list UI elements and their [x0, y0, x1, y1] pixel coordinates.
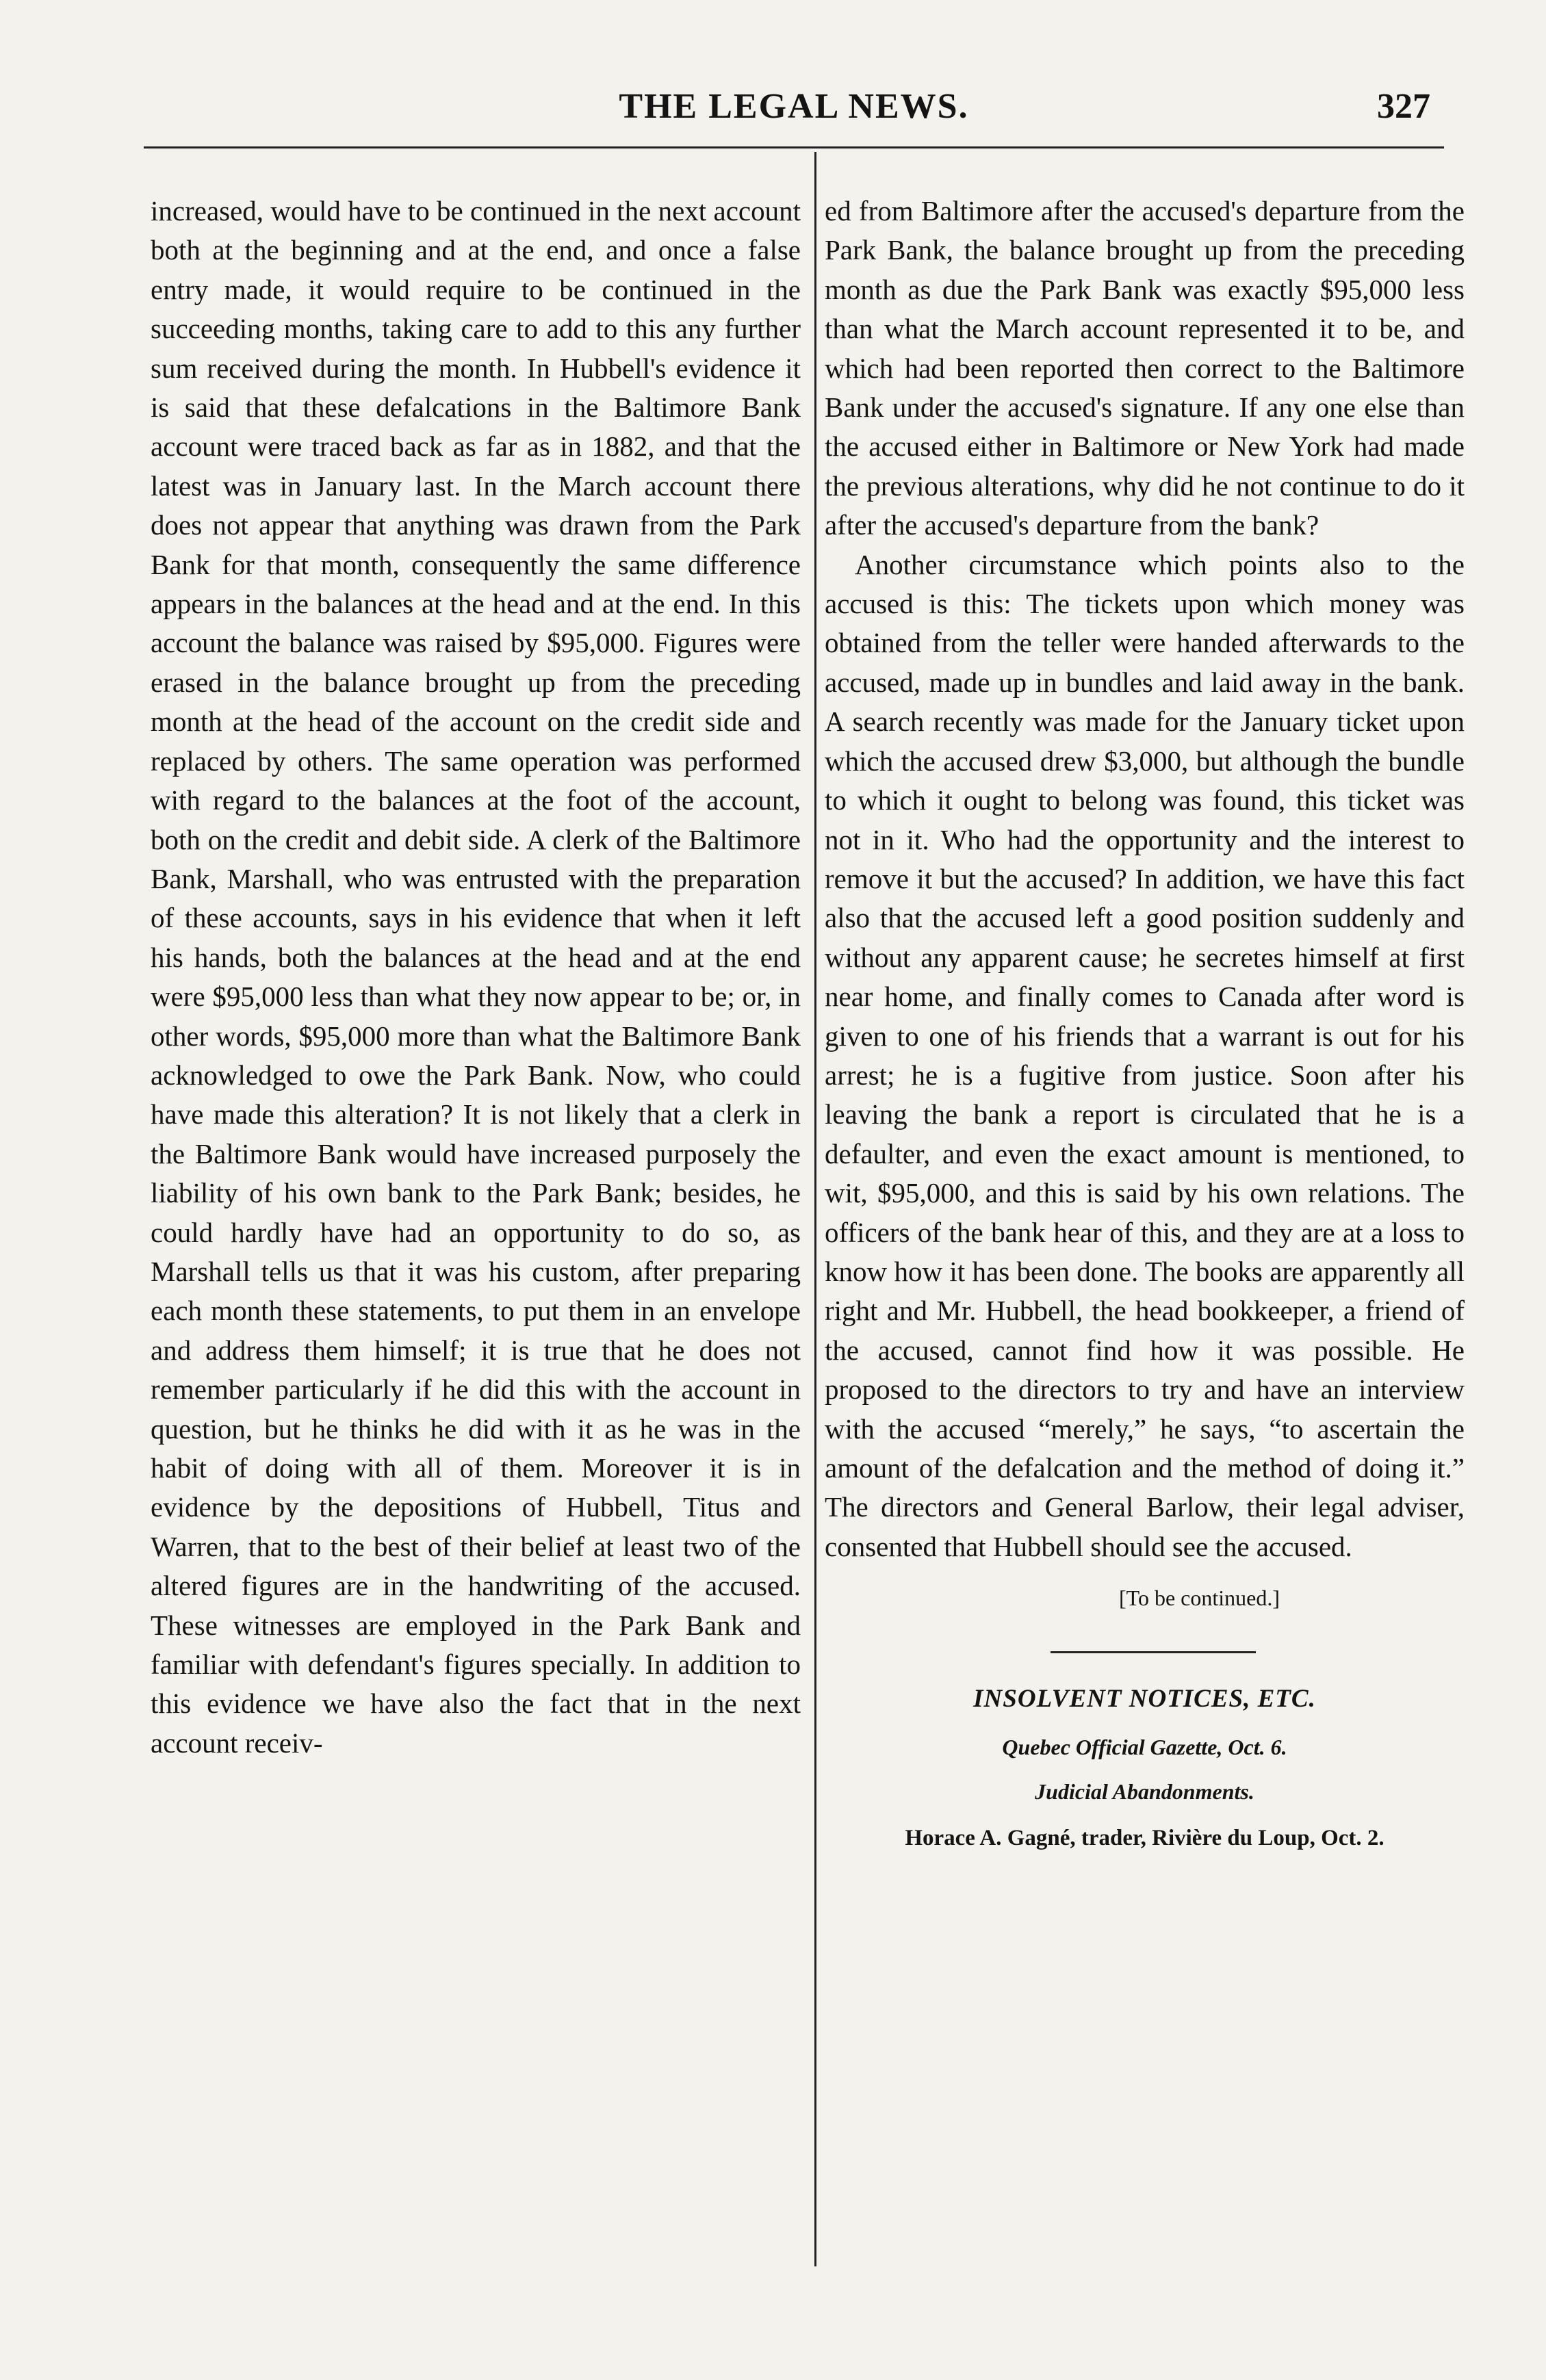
notices-subheading: Judicial Abandonments.: [1035, 1779, 1254, 1805]
right-column: [825, 192, 1465, 1858]
journal-title: THE LEGAL NEWS.: [619, 87, 969, 126]
notice-entry: Horace A. Gagné, trader, Rivière du Loup, Oct. 2.: [905, 1825, 1384, 1850]
page-header: [144, 81, 1444, 135]
right-paragraph-2: Another circumstance which points also to the accused is this: The tickets upon which money was obtained from the teller were handed afterwards to the accused, made up in bundles and laid away in the bank. A search recently was made for the January ticket upon which the accused drew $3,000, but although the bundle to which it ought to belong was found, this ticket was not in it. Who had the opportunity and the interest to remove it but the accused? In addition, we have this fact also that the accused left a good position suddenly and without any apparent cause; he secretes himself at first near home, and finally comes to Canada after word is given to one of his friends that a warrant is out for his arrest; he is a fugitive from justice. Soon after his leaving the bank a report is circulated that he is a defaulter, and even the exact amount is mentioned, to wit, $95,000, and this is said by his own relations. The officers of the bank hear of this, and they are at a loss to know how it has been done. The books are apparently all right and Mr. Hubbell, the head bookkeeper, a friend of the accused, cannot find how it was possible. He proposed to the directors to try and have an interview with the accused “merely,” he says, “to ascertain the amount of the defalcation and the method of doing it.” The directors and General Barlow, their legal adviser, consented that Hubbell should see the accused.: [825, 548, 1465, 1562]
left-column-text: increased, would have to be continued in the next account both at the beginning and at the end, and once a false entry made, it would require to be continued in the succeeding months, taking care to add to this any further sum received during the month. In Hubbell's evidence it is said that these defalcations in the Baltimore Bank account were traced back as far as in 1882, and that the latest was in January last. In the March account there does not appear that anything was drawn from the Park Bank for that month, consequently the same difference appears in the balances at the head and at the end. In this account the balance was raised by $95,000. Figures were erased in the balance brought up from the preceding month at the head of the account on the credit side and replaced by others. The same operation was performed with regard to the balances at the foot of the account, both on the credit and debit side. A clerk of the Baltimore Bank, Marshall, who was entrusted with the preparation of these accounts, says in his evidence that when it left his hands, both the balances at the head and at the end were $95,000 less than what they now appear to be; or, in other words, $95,000 more than what the Baltimore Bank acknowledged to owe the Park Bank. Now, who could have made this alteration? It is not likely that a clerk in the Baltimore Bank would have increased purposely the liability of his own bank to the Park Bank; besides, he could hardly have had an opportunity to do so, as Marshall tells us that it was his custom, after preparing each month these statements, to put them in an envelope and address them himself; it is true that he does not remember particularly if he did this with the account in question, but he thinks he did with it as he was in the habit of doing with all of them. Moreover it is in evidence by the depositions of Hubbell, Titus and Warren, that to the best of their belief at least two of the altered figures are in the handwriting of the accused. These witnesses are employed in the Park Bank and familiar with defendant's figures specially. In addition to this evidence we have also the fact that in the next account receiv-: [151, 195, 801, 1759]
left-column: [151, 192, 801, 1763]
page-number: 327: [1377, 87, 1430, 126]
section-rule: [1051, 1651, 1256, 1653]
header-rule: [144, 146, 1444, 148]
right-paragraph-1: ed from Baltimore after the accused's departure from the Park Bank, the balance brought up from the preceding month as due the Park Bank was exactly $95,000 less than what the March account represented it to be, and which had been reported then correct to the Baltimore Bank under the accused's signature. If any one else than the accused either in Baltimore or New York had made the previous alterations, why did he not continue to do it after the accused's departure from the bank?: [825, 195, 1465, 541]
continued-note: [To be continued.]: [1118, 1586, 1280, 1611]
column-divider: [814, 152, 816, 2266]
notices-heading: INSOLVENT NOTICES, ETC.: [973, 1684, 1316, 1713]
notices-source: Quebec Official Gazette, Oct. 6.: [1002, 1735, 1287, 1760]
